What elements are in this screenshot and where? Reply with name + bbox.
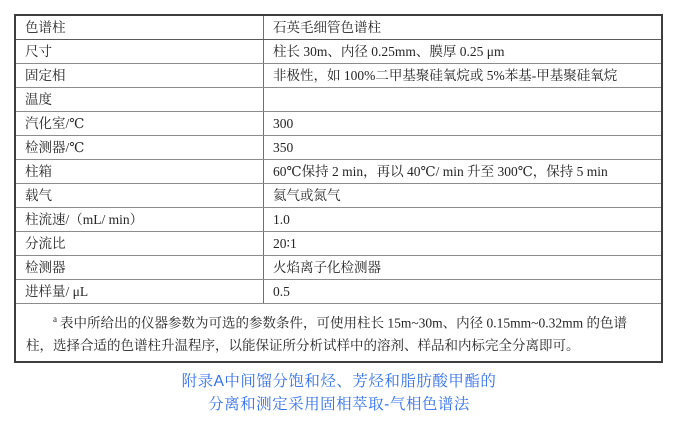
table-row: [16, 64, 661, 88]
param-value: [264, 88, 661, 111]
footnote-text: 表中所给出的仪器参数为可选的参数条件，可使用柱长 15m~30m、内径 0.15mm~0.32mm 的色谱柱，选择合适的色谱柱升温程序，以能保证所分析试样中的溶剂、样品和内标完全分离即可。: [26, 315, 627, 353]
param-name: 进样量/ μL: [16, 280, 264, 303]
param-name: 柱箱: [16, 160, 264, 183]
table-row: [16, 208, 661, 232]
appendix-caption: [0, 370, 678, 416]
param-value: 非极性，如 100%二甲基聚硅氧烷或 5%苯基-甲基聚硅氧烷: [273, 68, 618, 83]
param-name: 色谱柱: [16, 16, 264, 39]
table-row: [16, 112, 661, 136]
param-value: 60℃保持 2 min，再以 40℃/ min 升至 300℃，保持 5 min: [273, 164, 608, 179]
caption-line-2: 分离和测定采用固相萃取-气相色谱法: [208, 396, 470, 413]
param-value: 300: [273, 116, 294, 131]
param-name: 尺寸: [16, 40, 264, 63]
table-row: [16, 256, 661, 280]
param-value: 火焰离子化检测器: [273, 260, 381, 275]
table-row: [16, 232, 661, 256]
param-value: 石英毛细管色谱柱: [273, 20, 381, 35]
caption-line-1: 附录A中间馏分饱和烃、芳烃和脂肪酸甲酯的: [181, 373, 497, 390]
table-row: [16, 88, 661, 112]
param-name: 载气: [16, 184, 264, 207]
param-name: 分流比: [16, 232, 264, 255]
param-value: 20∶1: [273, 236, 297, 251]
param-value: 1.0: [273, 212, 290, 227]
param-value: 柱长 30m、内径 0.25mm、膜厚 0.25 μm: [273, 44, 505, 59]
param-name: 检测器/℃: [16, 136, 264, 159]
table-row: [16, 184, 661, 208]
param-value: 0.5: [273, 284, 290, 299]
table-row: [16, 40, 661, 64]
footnote-marker: a: [53, 314, 57, 324]
table-row: [16, 280, 661, 304]
param-name: 温度: [16, 88, 264, 111]
table-footnote: [16, 304, 661, 361]
param-value: 氦气或氮气: [273, 188, 341, 203]
table-row: [16, 160, 661, 184]
param-name: 检测器: [16, 256, 264, 279]
param-value: 350: [273, 140, 294, 155]
param-name: 固定相: [16, 64, 264, 87]
instrument-parameters-table: [14, 14, 663, 363]
param-name: 柱流速/（mL/ min）: [16, 208, 264, 231]
table-row: [16, 136, 661, 160]
param-name: 汽化室/℃: [16, 112, 264, 135]
table-row: [16, 16, 661, 40]
